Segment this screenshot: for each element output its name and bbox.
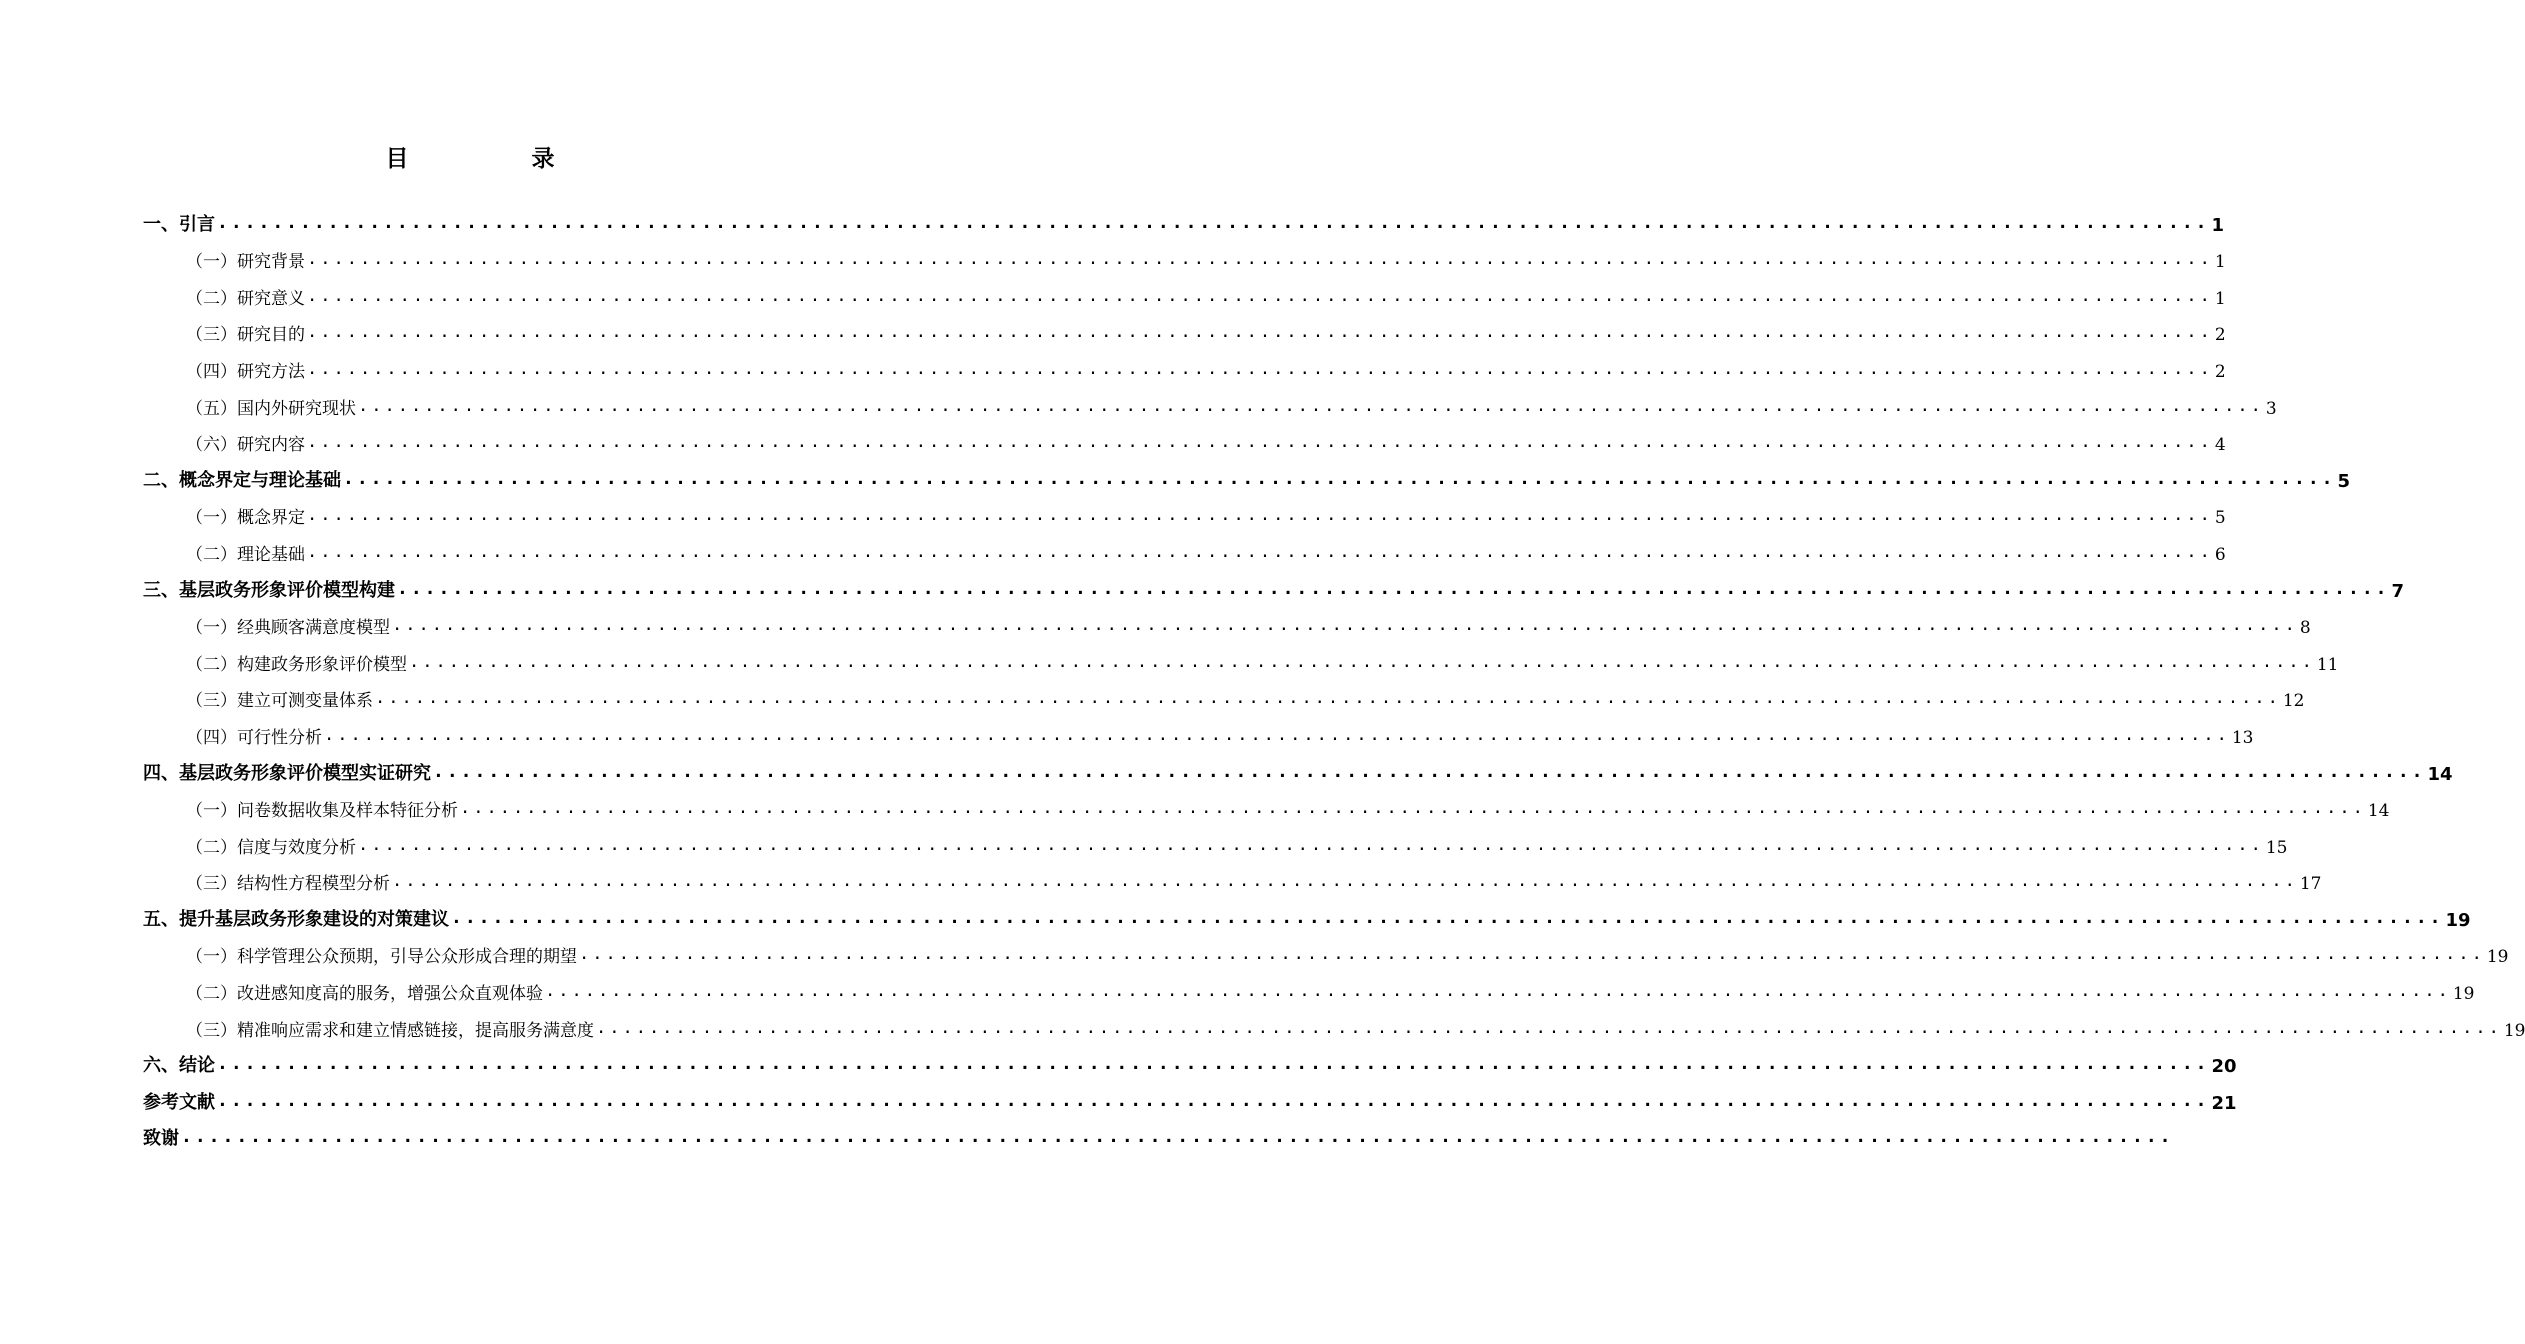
- toc-section-entry[interactable]: [143, 931, 2509, 968]
- toc-section-entry[interactable]: [143, 858, 2322, 895]
- toc-chapter-entry[interactable]: [143, 1114, 2174, 1151]
- toc-dot-leader: ................................................................................................................................................: [324, 724, 2230, 745]
- toc-section-entry[interactable]: [143, 528, 2226, 565]
- toc-page-number: 5: [2214, 508, 2226, 529]
- toc-entry-label: 引言: [179, 213, 215, 235]
- toc-page-number: 4: [2214, 435, 2226, 456]
- toc-page-number: 19: [2503, 1020, 2525, 1041]
- toc-entry-label: （一）概念界定: [186, 508, 305, 529]
- toc-section-entry[interactable]: [143, 711, 2254, 748]
- toc-dot-leader: ................................................................................................................................................: [217, 211, 2210, 233]
- toc-entry-label: 提升基层政务形象建设的对策建议: [179, 908, 449, 930]
- toc-entry-label: （三）建立可测变量体系: [186, 691, 373, 712]
- toc-section-entry[interactable]: [143, 236, 2226, 273]
- toc-entry-label: 概念界定与理论基础: [179, 469, 341, 491]
- toc-dot-leader: ................................................................................................................................................: [392, 615, 2298, 636]
- toc-page-number: 19: [2486, 947, 2509, 968]
- toc-section-entry[interactable]: [143, 785, 2390, 822]
- toc-section-entry[interactable]: [143, 345, 2226, 382]
- toc-dot-leader: ................................................................................................................................................: [358, 395, 2264, 416]
- toc-dot-leader: ................................................................................................................................................: [409, 651, 2315, 672]
- toc-section-entry[interactable]: [143, 272, 2226, 309]
- toc-dot-leader: ................................................................................................................................................: [217, 1053, 2210, 1075]
- toc-entry-label: 基层政务形象评价模型实证研究: [179, 762, 431, 784]
- toc-title: 目 录: [385, 146, 605, 172]
- toc-chapter-entry[interactable]: [143, 1041, 2237, 1078]
- toc-chapter-entry[interactable]: [143, 748, 2453, 785]
- toc-page-number: 2: [2214, 325, 2226, 346]
- toc-chapter-entry[interactable]: [143, 565, 2405, 602]
- toc-section-entry[interactable]: [143, 419, 2226, 456]
- toc-dot-leader: ................................................................................................................................................: [358, 834, 2264, 855]
- toc-section-entry[interactable]: [143, 967, 2475, 1005]
- toc-entry-label: （一）问卷数据收集及样本特征分析: [186, 801, 458, 822]
- toc-page-number: 1: [2214, 288, 2226, 309]
- toc-page-number: 5: [2337, 470, 2351, 492]
- toc-entry-label: （六）研究内容: [186, 435, 305, 456]
- toc-dot-leader: ................................................................................................................................................: [307, 541, 2213, 562]
- toc-dot-leader: ................................................................................................................................................: [307, 432, 2213, 453]
- toc-chapter-entry[interactable]: [143, 1077, 2237, 1114]
- toc-page-number: 17: [2299, 874, 2322, 895]
- toc-entry-label: （三）结构性方程模型分析: [186, 874, 390, 895]
- toc-dot-leader: ................................................................................................................................................: [343, 467, 2336, 489]
- toc-entry-number: 五、: [143, 908, 179, 930]
- toc-entry-number: 三、: [143, 579, 179, 601]
- toc-page-number: 11: [2316, 654, 2339, 675]
- toc-page-number: 7: [2391, 580, 2405, 602]
- toc-section-entry[interactable]: [143, 492, 2226, 529]
- table-of-contents: [143, 199, 2525, 1150]
- toc-page-number: 15: [2265, 837, 2288, 858]
- toc-dot-leader: ................................................................................................................................................: [545, 981, 2451, 1002]
- toc-section-entry[interactable]: [143, 675, 2305, 712]
- toc-page-number: 1: [2211, 214, 2225, 236]
- toc-dot-leader: ................................................................................................................................................: [397, 577, 2390, 599]
- toc-page-number: 6: [2214, 544, 2226, 565]
- toc-section-entry[interactable]: [143, 638, 2339, 675]
- toc-page-number: 1: [2214, 252, 2226, 273]
- toc-entry-label: （一）经典顾客满意度模型: [186, 618, 390, 639]
- toc-section-entry[interactable]: [143, 821, 2288, 858]
- toc-dot-leader: ................................................................................................................................................: [307, 322, 2213, 343]
- toc-page-number: 12: [2282, 691, 2305, 712]
- toc-page-number: 14: [2427, 763, 2453, 785]
- toc-dot-leader: ................................................................................................................................................: [392, 871, 2298, 892]
- toc-entry-number: 六、: [143, 1055, 179, 1077]
- toc-section-entry[interactable]: [143, 1004, 2525, 1041]
- toc-dot-leader: ................................................................................................................................................: [579, 944, 2485, 965]
- toc-page-number: 3: [2265, 398, 2277, 419]
- toc-entry-label: 参考文献: [143, 1091, 215, 1113]
- toc-page-number: 8: [2299, 618, 2311, 639]
- toc-dot-leader: ................................................................................................................................................: [307, 505, 2213, 526]
- toc-dot-leader: ................................................................................................................................................: [433, 760, 2426, 782]
- toc-entry-number: 二、: [143, 469, 179, 491]
- toc-section-entry[interactable]: [143, 602, 2311, 639]
- toc-page-number: 21: [2211, 1092, 2237, 1114]
- toc-entry-label: （三）精准响应需求和建立情感链接，提高服务满意度: [186, 1020, 594, 1041]
- toc-dot-leader: ................................................................................................................................................: [307, 249, 2213, 270]
- toc-chapter-entry[interactable]: [143, 894, 2471, 931]
- toc-dot-leader: ................................................................................................................................................: [375, 688, 2281, 709]
- toc-entry-label: （二）研究意义: [186, 288, 305, 309]
- toc-entry-number: 四、: [143, 762, 179, 784]
- toc-section-entry[interactable]: [143, 309, 2226, 346]
- toc-entry-label: （四）研究方法: [186, 361, 305, 382]
- toc-entry-label: （二）信度与效度分析: [186, 837, 356, 858]
- toc-entry-label: （二）构建政务形象评价模型: [186, 654, 407, 675]
- toc-entry-label: 结论: [179, 1055, 215, 1077]
- toc-dot-leader: ................................................................................................................................................: [181, 1126, 2174, 1148]
- toc-chapter-entry[interactable]: [143, 455, 2351, 492]
- toc-dot-leader: ................................................................................................................................................: [217, 1089, 2210, 1111]
- toc-entry-label: 致谢: [143, 1128, 179, 1150]
- toc-dot-leader: ................................................................................................................................................: [451, 906, 2444, 928]
- toc-entry-label: （四）可行性分析: [186, 727, 322, 748]
- toc-entry-number: 一、: [143, 213, 179, 235]
- toc-page-number: 19: [2445, 909, 2471, 931]
- toc-entry-label: 基层政务形象评价模型构建: [179, 579, 395, 601]
- toc-dot-leader: ................................................................................................................................................: [596, 1017, 2502, 1038]
- toc-entry-label: （一）研究背景: [186, 252, 305, 273]
- toc-dot-leader: ................................................................................................................................................: [307, 358, 2213, 379]
- toc-page-number: 19: [2452, 984, 2475, 1005]
- toc-page-number: 2: [2214, 361, 2226, 382]
- toc-page-number: 20: [2211, 1056, 2237, 1078]
- toc-entry-label: （三）研究目的: [186, 325, 305, 346]
- toc-entry-label: （二）改进感知度高的服务，增强公众直观体验: [186, 984, 543, 1005]
- toc-entry-label: （一）科学管理公众预期，引导公众形成合理的期望: [186, 947, 577, 968]
- toc-dot-leader: ................................................................................................................................................: [460, 798, 2366, 819]
- toc-dot-leader: ................................................................................................................................................: [307, 285, 2213, 306]
- toc-entry-label: （二）理论基础: [186, 544, 305, 565]
- toc-section-entry[interactable]: [143, 382, 2277, 419]
- toc-entry-label: （五）国内外研究现状: [186, 398, 356, 419]
- toc-page-number: 14: [2367, 801, 2390, 822]
- toc-chapter-entry[interactable]: [143, 199, 2225, 236]
- toc-page-number: 13: [2231, 727, 2254, 748]
